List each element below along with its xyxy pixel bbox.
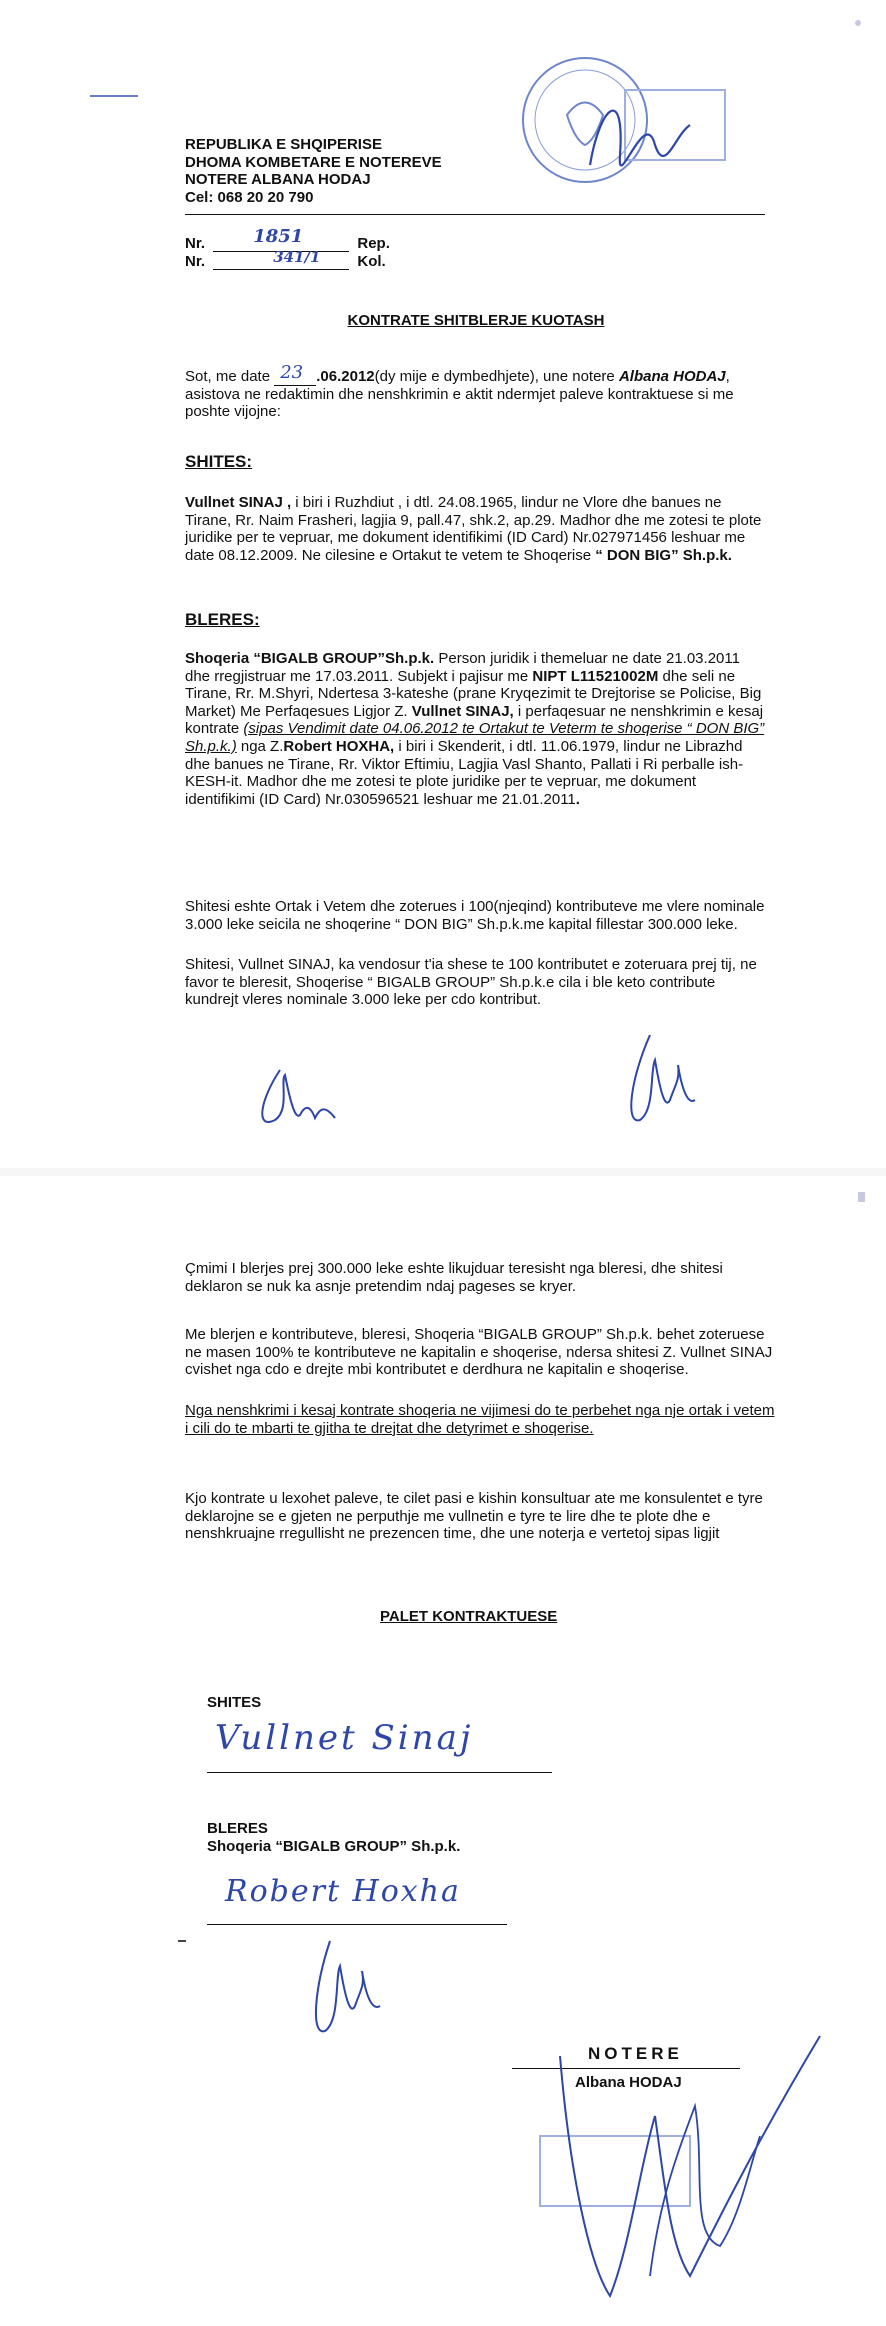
registry-kol-row [185,248,386,270]
seller-initials-signature [250,1060,350,1140]
reading-paragraph [185,1490,775,1543]
kol-number-line [213,248,349,270]
seller-paragraph [185,494,767,564]
page-separator [0,1168,886,1176]
intro-notary-name: Albana HODAJ [618,368,726,385]
notary-stamp-signature [520,2016,850,2316]
buyer-decision: (sipas Vendimit date 04.06.2012 te Ortakut te Veterm te shoqerise “ DON BIG” Sh.p.k.) [185,720,765,755]
buyer-nipt: NIPT L11521002M [532,667,659,685]
kol-number-value: 341/1 [273,248,321,266]
buyer-text-3: i perfaqesuar ne nenshkrimin e kesaj kontrate [185,702,764,738]
transfer-paragraph [185,1326,775,1379]
buyer-agent-name: Robert HOXHA, [283,737,395,755]
intro-text-1: Sot, me date [185,368,271,385]
buyer-text-2: dhe seli ne Tirane, Rr. M.Shyri, Ndertesa 3-kateshe (prane Kryqezimit te Drejtorise se Policise, Big Market) Me Perfaqesues Ligjor Z. [185,667,762,720]
buyer-company-label: Shoqeria “BIGALB GROUP” Sh.p.k. [207,1838,461,1855]
scan-mark-3 [178,1940,186,1942]
nr-label-2: Nr. [185,253,206,270]
document-title: KONTRATE SHITBLERJE KUOTASH [347,312,605,329]
intro-text-3: (dy mije e dymbedhjete), une notere [374,368,615,385]
buyer-text-1: Person juridik i themeluar ne date 21.03.2011 dhe rregjistruar me 17.03.2011. Subjekt i pajisur me [185,650,740,685]
seller-heading: SHITES: [185,452,253,471]
buyer-heading: BLERES: [185,610,260,629]
buyer-initials-signature [610,1030,710,1140]
single-owner-paragraph [185,1402,775,1437]
letterhead-line-phone: Cel: 068 20 20 790 [185,188,314,206]
kol-label: Kol. [357,253,386,270]
scan-dot [855,20,861,26]
notary-seal-stamp [505,45,735,205]
price-text: Çmimi I blerjes prej 300.000 leke eshte likujduar teresisht nga bleresi, dhe shitesi deklaron se nuk ka asnje pretendim ndaj pageses se kryer. [185,1260,723,1295]
letterhead-rule [185,214,765,215]
buyer-signature-line [207,1866,507,1925]
seller-signature: Vullnet Sinaj [215,1718,474,1758]
notary-label: NOTERE [588,2044,683,2063]
rep-number-value: 1851 [253,226,304,247]
buyer-label: BLERES [207,1820,268,1837]
body-2-text: Shitesi, Vullnet SINAJ, ka vendosur t'ia shese te 100 kontributet e zoteruara prej tij, ne favor te bleresit, Shoqerise “ BIGALB GROUP” Sh.p.k.e cila i ble keto contribute kundrejt vleres nominale 3.000 leke per cdo kontribut. [185,956,757,1009]
buyer-text-6: . [575,790,580,808]
nr-label: Nr. [185,235,206,252]
buyer-text-4: nga Z. [236,737,284,755]
seller-signature-line [207,1716,552,1773]
buyer-text-5: i biri i Skenderit, i dtl. 11.06.1979, lindur ne Librazhd dhe banues ne Tirane, Rr. Viktor Eftimiu, Lagjia Vasl Shanto, Pallati i Ri perballe ish-KESH-it. Madhor dhe me zotesi te plote juridike per te vepruar, me dokument identifikimi (ID Card) Nr.030596521 leshuar me 21.01.2011 [185,737,744,808]
intro-date-rest: .06.2012 [316,368,375,385]
buyer-initials-signature-2 [300,1936,390,2046]
date-day-value: 23 [280,361,304,383]
seller-name: Vullnet SINAJ , [185,494,292,511]
buyer-company: Shoqeria “BIGALB GROUP”Sh.p.k. [185,650,435,667]
letterhead-line-chamber: DHOMA KOMBETARE E NOTEREVE [185,153,442,171]
intro-text-4: , asistova ne redaktimin dhe nenshkrimin e aktit ndermjet paleve kontraktuese si me poshte vijojne: [185,368,734,421]
seller-company: “ DON BIG” Sh.p.k. [595,546,732,564]
letterhead-line-republic: REPUBLIKA E SHQIPERISE [185,136,382,153]
body-paragraph-1 [185,898,767,933]
buyer-block [207,1820,460,1856]
body-paragraph-2 [185,956,767,1009]
letterhead [185,136,442,206]
letterhead-line-notary: NOTERE ALBANA HODAJ [185,171,371,188]
transfer-text: Me blerjen e kontributeve, bleresi, Shoqeria “BIGALB GROUP” Sh.p.k. behet zoteruese ne masen 100% te kontributeve ne kapitalin e shoqerise, ndersa shitesi Z. Vullnet SINAJ cvishet nga cdo e drejte mbi kontributet e derdhura ne kapitalin e shoqerise. [185,1326,773,1379]
scan-mark [90,95,138,97]
price-paragraph [185,1260,775,1295]
seller-details: i biri i Ruzhdiut , i dtl. 24.08.1965, lindur ne Vlore dhe banues ne Tirane, Rr. Naim Frasheri, lagjia 9, pall.47, shk.2, ap.29. Madhor dhe me zotesi te plote juridike per te vepruar, me dokument identifikimi (ID Card) Nr.027971456 leshuar me date 08.12.2009. Ne cilesine e Ortakut te vetem te Shoqerise [185,494,762,564]
parties-title: PALET KONTRAKTUESE [380,1608,558,1625]
scan-mark-2 [858,1192,865,1202]
seller-label: SHITES [207,1694,262,1711]
reading-text: Kjo kontrate u lexohet paleve, te cilet pasi e kishin konsultuar ate me konsulentet e tyre deklarojne se e gjeten ne perputhje me vullnetin e tyre te lire dhe te plote dhe e nenshkruajne rregullisht ne prezencen time, dhe une noterja e vertetoj sipas ligjit [185,1490,763,1543]
single-owner-text: Nga nenshkrimi i kesaj kontrate shoqeria ne vijimesi do te perbehet nga nje ortak i vetem i cili do te mbarti te gjitha te drejtat dhe detyrimet e shoqerise. [185,1402,775,1437]
intro-paragraph [185,361,767,421]
rep-label: Rep. [357,235,390,252]
contract-page-2 [0,1176,886,2326]
body-1-text: Shitesi eshte Ortak i Vetem dhe zoterues i 100(njeqind) kontributeve me vlere nominale 3.000 leke seicila ne shoqerine “ DON BIG” Sh.p.k.me kapital fillestar 300.000 leke. [185,898,765,933]
date-day-line [274,361,316,386]
buyer-representative: Vullnet SINAJ, [411,702,514,720]
notary-name: Albana HODAJ [575,2074,682,2091]
buyer-paragraph [185,650,767,808]
buyer-signature: Robert Hoxha [225,1874,461,1909]
